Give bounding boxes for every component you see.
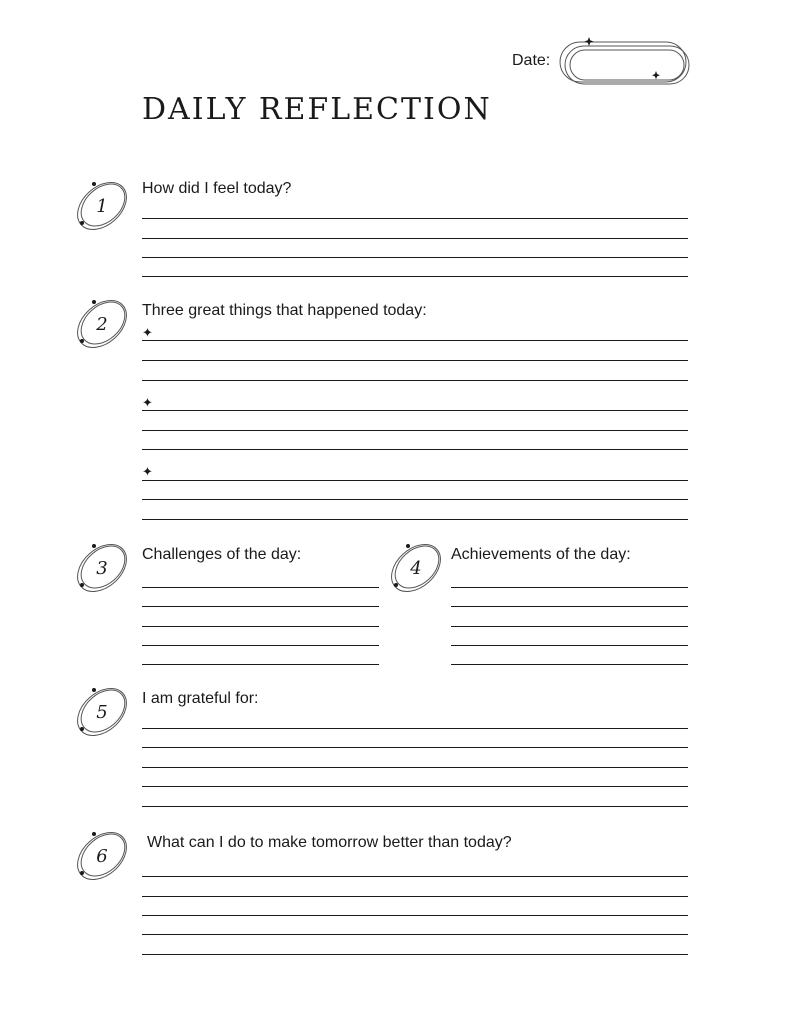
writing-line[interactable] [142, 915, 688, 916]
writing-line[interactable] [142, 360, 688, 361]
writing-line[interactable] [142, 806, 688, 807]
date-field[interactable] [574, 52, 674, 72]
writing-line[interactable] [142, 218, 688, 219]
writing-line[interactable] [142, 380, 688, 381]
writing-line[interactable] [142, 626, 379, 627]
writing-line[interactable] [142, 767, 688, 768]
writing-line[interactable] [142, 340, 688, 341]
writing-line[interactable] [142, 238, 688, 239]
writing-line[interactable] [451, 664, 688, 665]
writing-line[interactable] [142, 499, 688, 500]
writing-line[interactable] [451, 645, 688, 646]
section-6-badge [72, 828, 132, 884]
section-6-prompt: What can I do to make tomorrow better than today? [147, 834, 512, 851]
writing-line[interactable] [142, 276, 688, 277]
writing-line[interactable] [142, 786, 688, 787]
writing-line[interactable] [142, 410, 688, 411]
page-title: DAILY REFLECTION [142, 92, 492, 127]
sparkle-bullet-icon: ✦ [142, 395, 153, 410]
section-number: 6 [96, 845, 108, 867]
section-number: 2 [96, 313, 108, 335]
section-number: 4 [410, 557, 422, 579]
writing-line[interactable] [142, 896, 688, 897]
writing-line[interactable] [451, 626, 688, 627]
writing-line[interactable] [142, 954, 688, 955]
sparkle-bullet-icon: ✦ [142, 325, 153, 340]
writing-line[interactable] [142, 449, 688, 450]
writing-line[interactable] [142, 934, 688, 935]
section-1-badge [72, 178, 132, 234]
section-number: 5 [96, 701, 108, 723]
writing-line[interactable] [142, 606, 379, 607]
date-label: Date: [512, 52, 551, 69]
writing-line[interactable] [142, 430, 688, 431]
writing-line[interactable] [142, 747, 688, 748]
writing-line[interactable] [451, 606, 688, 607]
writing-line[interactable] [142, 480, 688, 481]
section-5-prompt: I am grateful for: [142, 690, 259, 707]
section-2-prompt: Three great things that happened today: [142, 302, 427, 319]
section-3-prompt: Challenges of the day: [142, 546, 302, 563]
section-number: 3 [96, 557, 108, 579]
writing-line[interactable] [142, 728, 688, 729]
writing-line[interactable] [142, 645, 379, 646]
section-4-badge [386, 540, 446, 596]
section-3-badge [72, 540, 132, 596]
writing-line[interactable] [142, 587, 379, 588]
writing-line[interactable] [142, 519, 688, 520]
section-4-prompt: Achievements of the day: [451, 546, 631, 563]
writing-line[interactable] [142, 257, 688, 258]
sparkle-bullet-icon: ✦ [142, 464, 153, 479]
section-5-badge [72, 684, 132, 740]
section-1-prompt: How did I feel today? [142, 180, 292, 197]
section-2-badge [72, 296, 132, 352]
section-number: 1 [96, 195, 108, 217]
writing-line[interactable] [451, 587, 688, 588]
writing-line[interactable] [142, 876, 688, 877]
writing-line[interactable] [142, 664, 379, 665]
